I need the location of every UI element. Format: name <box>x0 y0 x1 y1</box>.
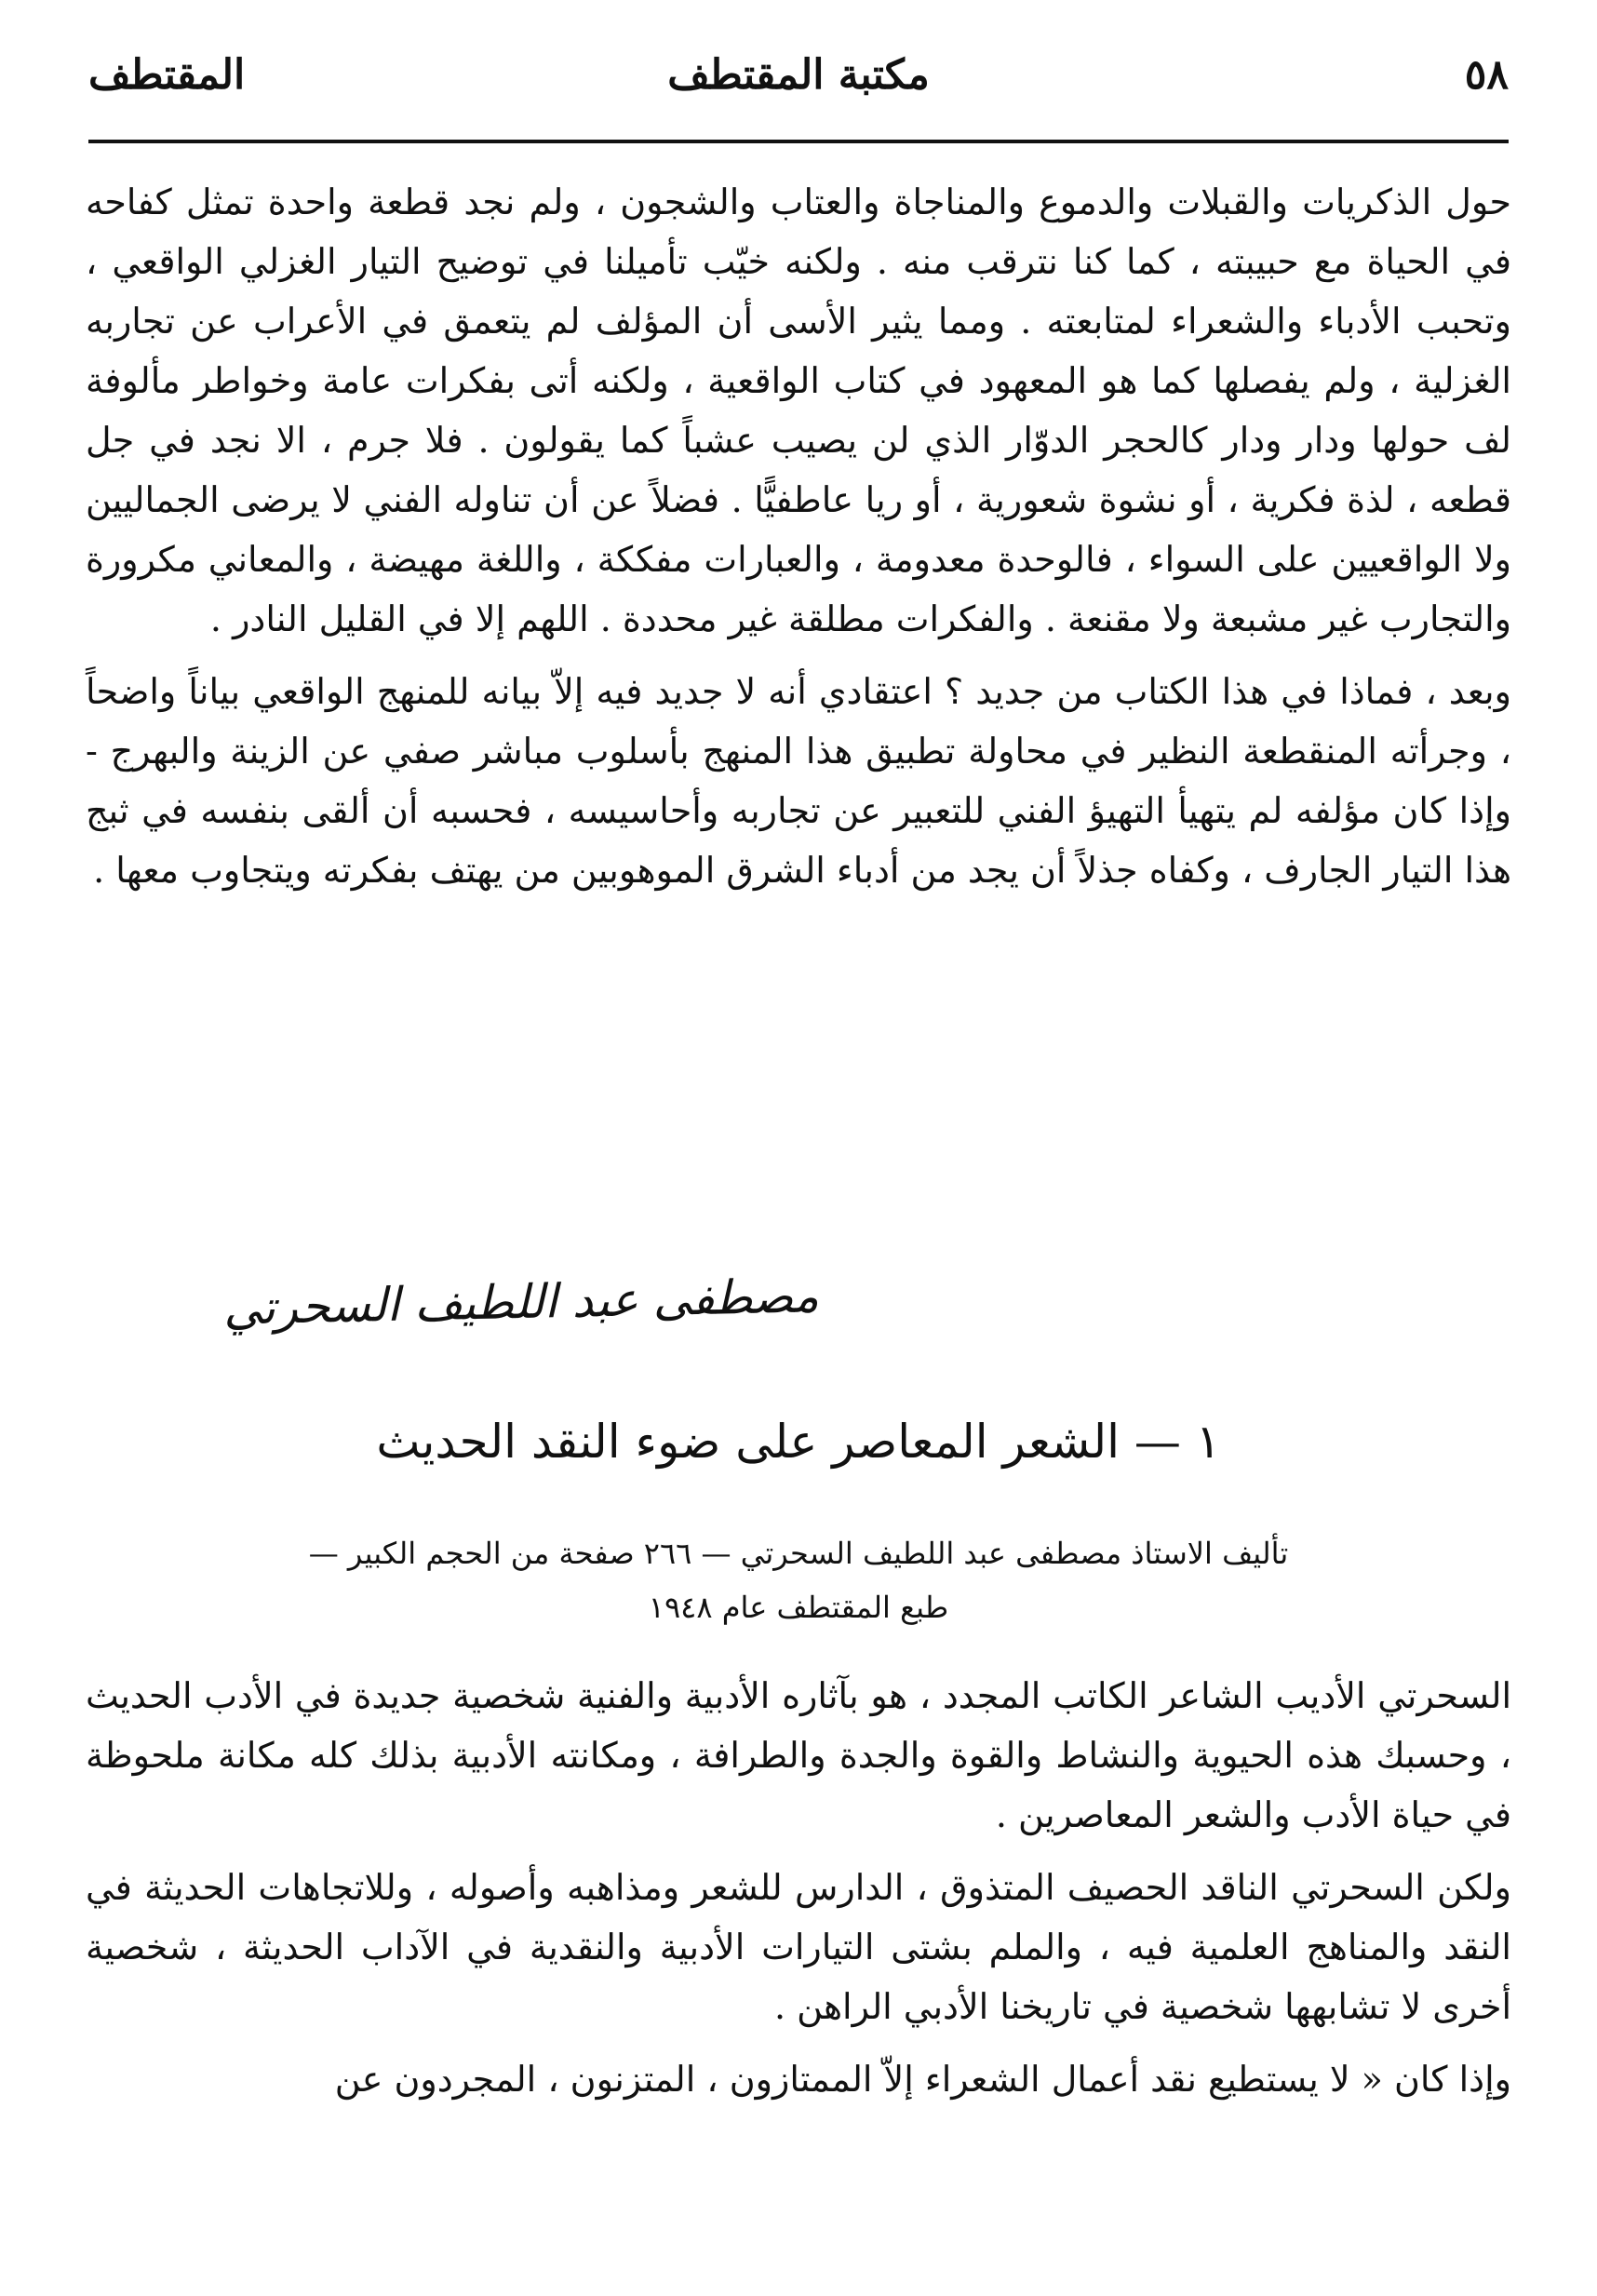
section-title: ١ — الشعر المعاصر على ضوء النقد الحديث <box>376 1415 1221 1469</box>
bib-line: تأليف الاستاذ مصطفى عبد اللطيف السحرتي — ٢٦٦ صفحة من الحجم الكبير — <box>308 1536 1289 1571</box>
running-header <box>88 51 1509 116</box>
header-rule <box>88 140 1509 143</box>
review-1-body <box>86 172 1511 913</box>
bib-line: طبع المقتطف عام ١٩٤٨ <box>648 1590 949 1625</box>
book-section-title: مكتبة المقتطف <box>667 51 930 99</box>
review-2-body <box>86 1666 1511 2122</box>
bibliographic-info <box>140 1526 1457 1634</box>
paragraph: ولكن السحرتي الناقد الحصيف المتذوق ، الدارس للشعر ومذاهبه وأصوله ، وللاتجاهات الحديثة في النقد والمناهج العلمية فيه ، والملم بشتى التيارات الأدبية والنقدية في الآداب الحديثة ، شخصية أخرى لا تشابهها شخصية في تاريخنا الأدبي الراهن . <box>86 1867 1511 2027</box>
page-number: ٥٨ <box>1464 51 1509 99</box>
paragraph: حول الذكريات والقبلات والدموع والمناجاة والعتاب والشجون ، ولم نجد قطعة واحدة تمثل كفاحه في الحياة مع حبيبته ، كما كنا نترقب منه . ولكنه خيّب تأميلنا في توضيح التيار الغزلي الواقعي ، وتحبب الأدباء والشعراء لمتابعته . ومما يثير الأسى أن المؤلف لم يتعمق في الأعراب عن تجاربه الغزلية ، ولم يفصلها كما هو المعهود في كتاب الواقعية ، ولكنه أتى بفكرات عامة وخواطر مألوفة لف حولها ودار ودار كالحجر الدوّار الذي لن يصيب عشباً كما يقولون . فلا جرم ، الا نجد في جل قطعه ، لذة فكرية ، أو نشوة شعورية ، أو ريا عاطفيًّا . فضلاً عن أن تناوله الفني لا يرضى الجماليين ولا الواقعيين على السواء ، فالوحدة معدومة ، والعبارات مفككة ، واللغة مهيضة ، والمعاني مكرورة والتجارب غير مشبعة ولا مقنعة . والفكرات مطلقة غير محددة . اللهم إلا في القليل النادر . <box>86 181 1511 639</box>
journal-name: المقتطف <box>88 51 246 99</box>
author-signature: مصطفى عبد اللطيف السحرتي <box>222 1269 820 1336</box>
paragraph: وبعد ، فماذا في هذا الكتاب من جديد ؟ اعتقادي أنه لا جديد فيه إلاّ بيانه للمنهج الواقعي بياناً واضحاً ، وجرأته المنقطعة النظير في محاولة تطبيق هذا المنهج بأسلوب مباشر صفي عن الزينة والبهرج - وإذا كان مؤلفه لم يتهيأ التهيؤ الفني للتعبير عن تجاربه وأحاسيسه ، فحسبه أن ألقى بنفسه في ثبج هذا التيار الجارف ، وكفاه جذلاً أن يجد من أدباء الشرق الموهوبين من يهتف بفكرته ويتجاوب معها . <box>86 671 1511 891</box>
paragraph: وإذا كان « لا يستطيع نقد أعمال الشعراء إلاّ الممتازون ، المتزنون ، المجردون عن <box>334 2059 1511 2100</box>
paragraph: السحرتي الأديب الشاعر الكاتب المجدد ، هو بآثاره الأدبية والفنية شخصية جديدة في الأدب الحديث ، وحسبك هذه الحيوية والنشاط والقوة والجدة والطرافة ، ومكانته الأدبية بذلك كله مكانة ملحوظة في حياة الأدب والشعر المعاصرين . <box>86 1675 1511 1835</box>
